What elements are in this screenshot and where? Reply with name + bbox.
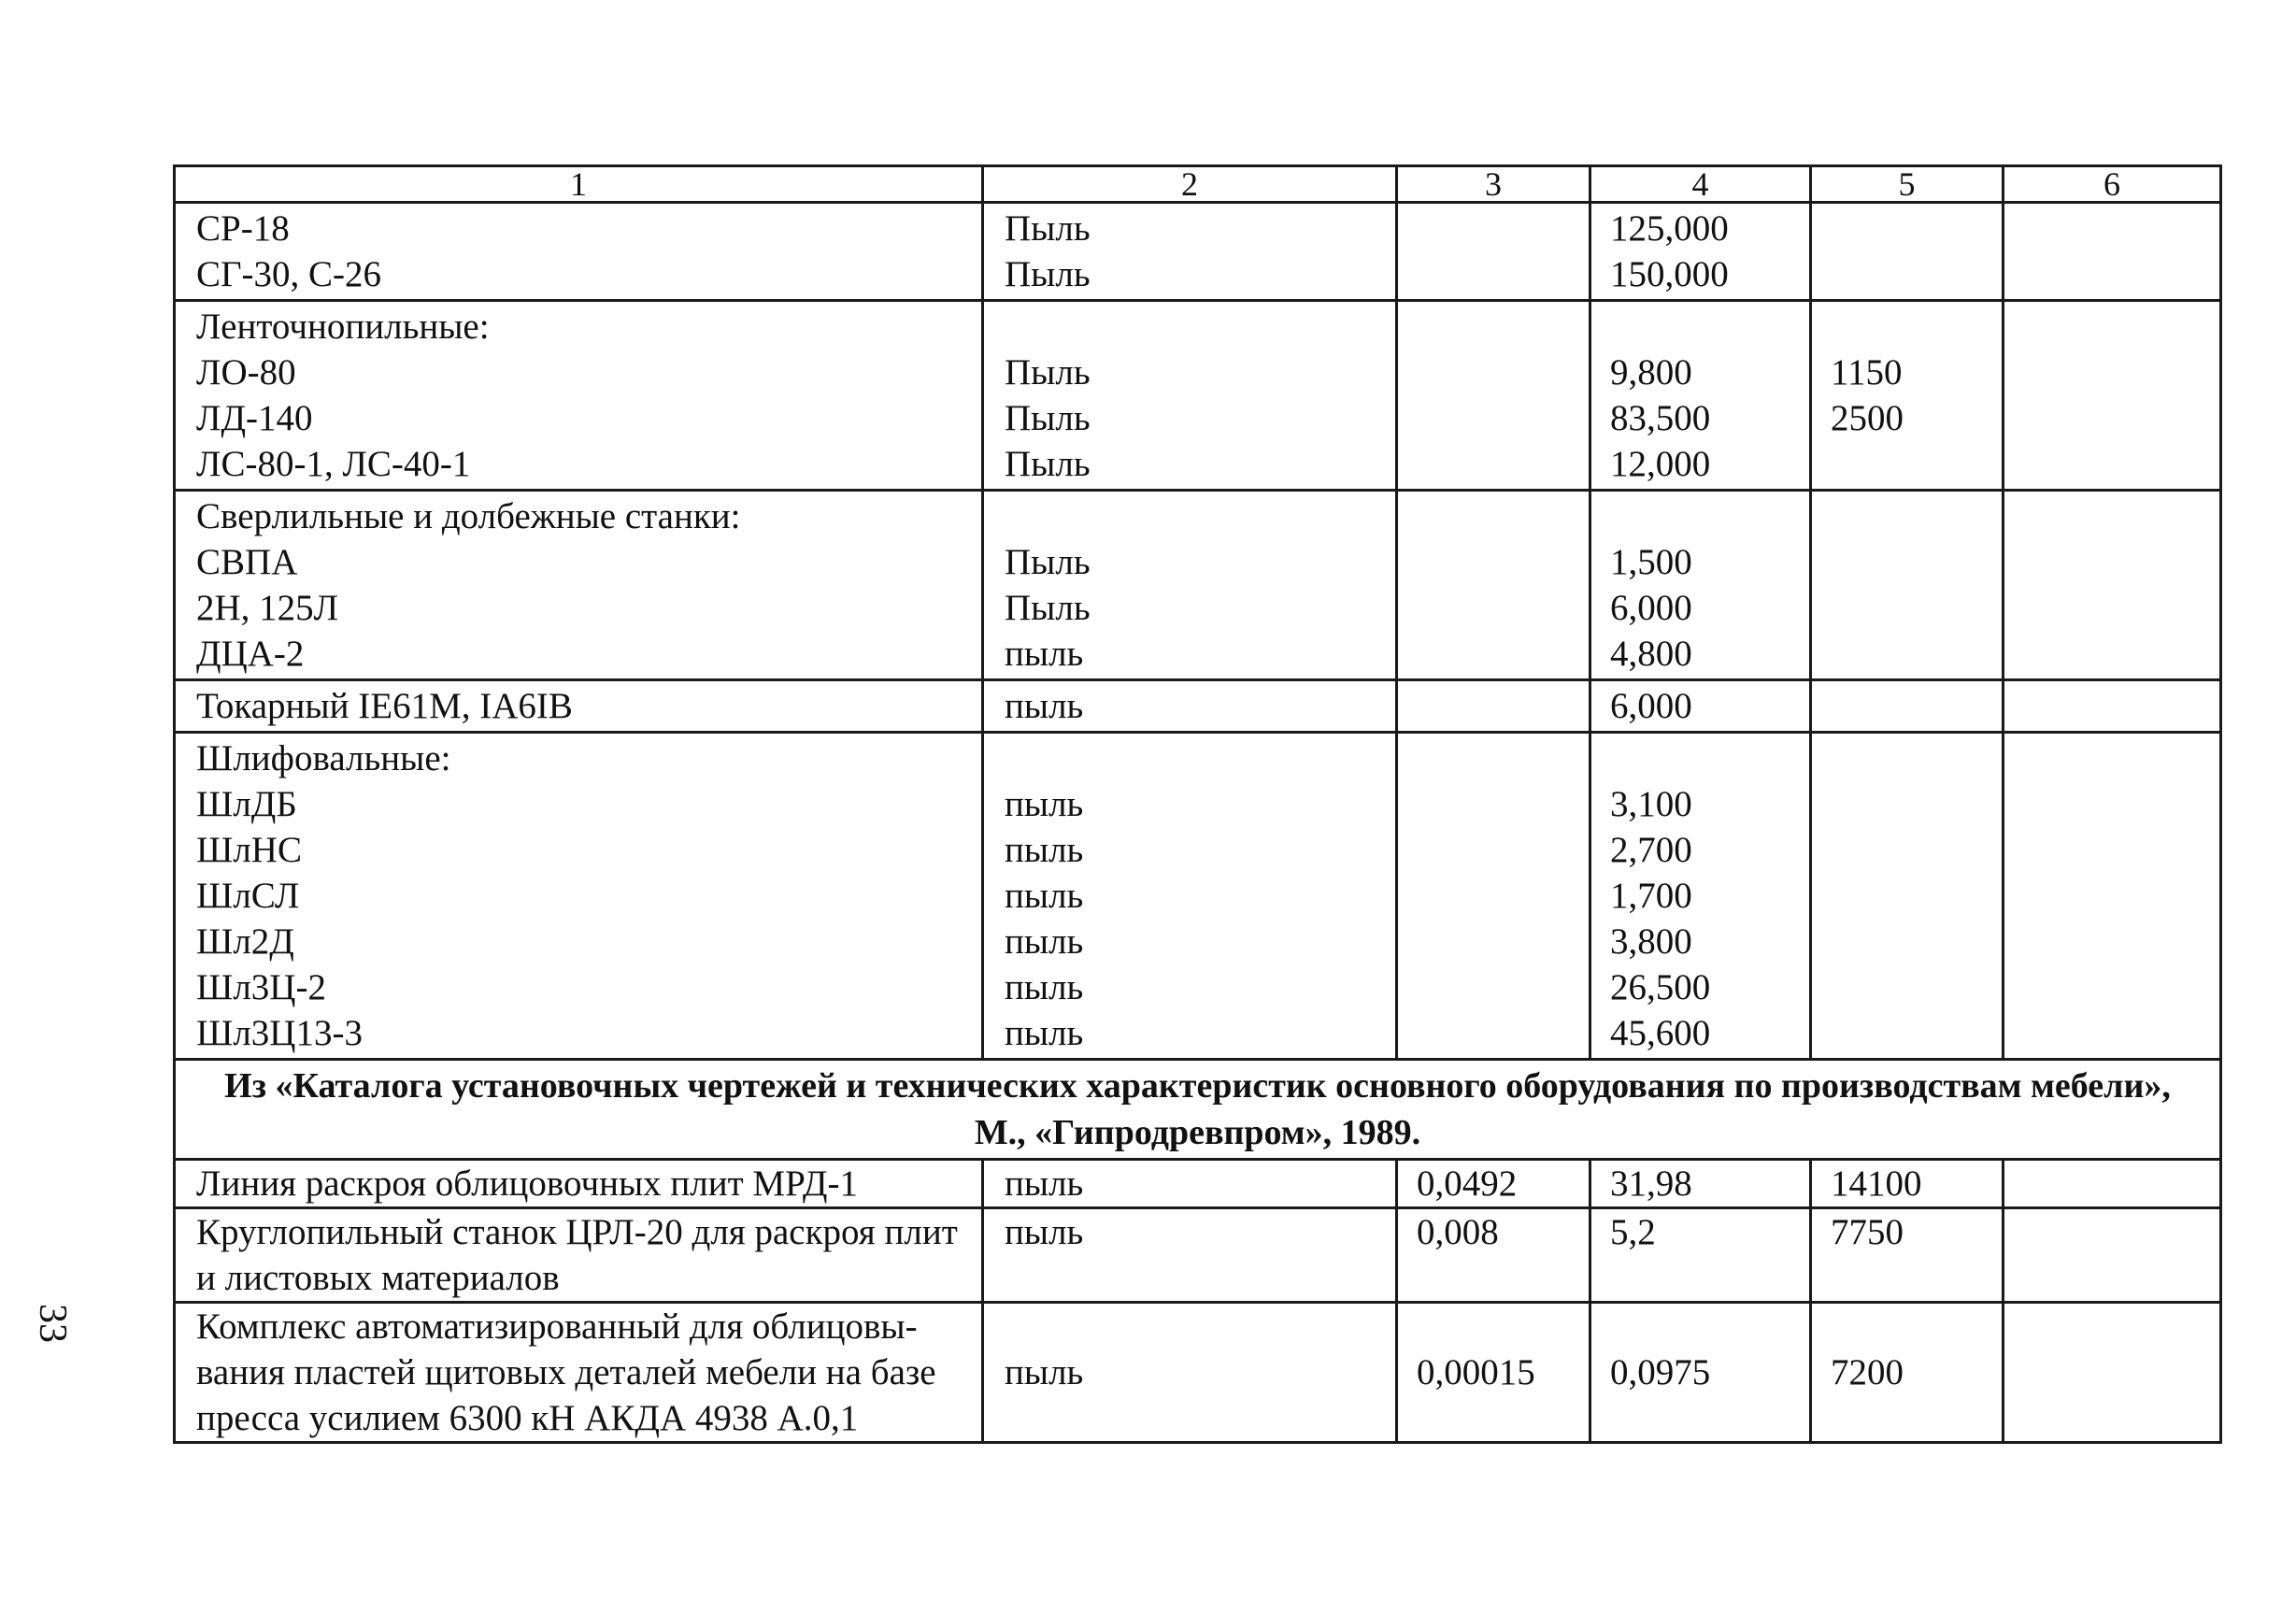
cell-line [2025, 251, 2201, 297]
cell-line: пыль [1005, 921, 1084, 962]
value-cell-4: 0,0975 [1590, 1303, 1811, 1443]
value-cell-4 [1590, 491, 1811, 680]
cell-line [1831, 631, 1983, 677]
cell-line: 2Н, 125Л [196, 588, 339, 628]
value-cell-6 [2004, 1303, 2221, 1443]
cell-line [1417, 441, 1570, 487]
cell-line [2025, 683, 2201, 729]
table-row [175, 1160, 2221, 1208]
cell-line [2025, 395, 2201, 441]
cell-line [1831, 206, 1983, 251]
cell-line [1831, 441, 1983, 487]
cell-line [1831, 964, 1983, 1010]
cell-line: ЛД-140 [196, 398, 313, 438]
cell-line: Ленточнопильные: [196, 307, 490, 347]
value-cell-5 [1811, 203, 2004, 301]
header-cell: 1 [175, 166, 983, 203]
cell-line [2025, 206, 2201, 251]
cell-line: Шл3Ц13-3 [196, 1013, 363, 1053]
substance-cell: пыль [983, 1160, 1397, 1208]
cell-line [1417, 631, 1570, 677]
value-cell-3: 0,0492 [1397, 1160, 1590, 1208]
cell-line: 45,600 [1610, 1013, 1711, 1053]
value-cell-4 [1590, 680, 1811, 733]
substance-cell [983, 733, 1397, 1060]
section-title-row [175, 1060, 2221, 1160]
cell-line: СГ-30, С-26 [196, 254, 382, 294]
cell-line: пыль [1005, 634, 1084, 674]
substance-cell: пыль [983, 1208, 1397, 1303]
substance-cell [983, 301, 1397, 491]
value-cell-6 [2004, 1160, 2221, 1208]
value-cell-3 [1397, 733, 1590, 1060]
equipment-name-cell: Круглопильный станок ЦРЛ-20 для раскроя плит и листовых материалов [175, 1208, 983, 1303]
cell-line [1610, 493, 1790, 539]
header-cell: 3 [1397, 166, 1590, 203]
cell-line [1417, 585, 1570, 631]
table-row [175, 491, 2221, 680]
cell-line [2025, 304, 2201, 350]
cell-line [1417, 206, 1570, 251]
cell-line: 2500 [1831, 398, 1904, 438]
cell-line [1831, 493, 1983, 539]
cell-line [2025, 350, 2201, 395]
equipment-name-cell [175, 733, 983, 1060]
cell-line [1831, 683, 1983, 729]
table-row [175, 301, 2221, 491]
cell-line: Пыль [1005, 542, 1091, 582]
value-cell-6 [2004, 203, 2221, 301]
cell-line: Шлифовальные: [196, 738, 451, 778]
value-cell-3 [1397, 680, 1590, 733]
table-row [175, 1303, 2221, 1443]
cell-line [1005, 304, 1376, 350]
cell-line [1417, 304, 1570, 350]
equipment-name-cell [175, 301, 983, 491]
substance-cell [983, 680, 1397, 733]
cell-line [1417, 827, 1570, 873]
cell-line [1005, 735, 1376, 781]
value-cell-5 [1811, 301, 2004, 491]
cell-line [1417, 964, 1570, 1010]
cell-line [2025, 964, 2201, 1010]
value-cell-4: 31,98 [1590, 1160, 1811, 1208]
cell-line [2025, 735, 2201, 781]
equipment-name-cell: Комплекс автоматизированный для облицовы-вания пластей щитовых деталей мебели на базе пресса усилием 6300 кН АКДА 4938 А.0,1 [175, 1303, 983, 1443]
value-cell-4: 5,2 [1590, 1208, 1811, 1303]
cell-line [2025, 539, 2201, 585]
page-number: 33 [31, 1304, 74, 1343]
header-cell: 6 [2004, 166, 2221, 203]
cell-line: ЛО-80 [196, 352, 296, 393]
cell-line: 12,000 [1610, 444, 1711, 484]
substance-cell: пыль [983, 1303, 1397, 1443]
cell-line [2025, 919, 2201, 964]
cell-line [1831, 827, 1983, 873]
value-cell-3 [1397, 491, 1590, 680]
cell-line [2025, 781, 2201, 827]
header-cell: 2 [983, 166, 1397, 203]
cell-line [1417, 683, 1570, 729]
cell-line: ЛС-80-1, ЛС-40-1 [196, 444, 471, 484]
table-row [175, 203, 2221, 301]
value-cell-3 [1397, 301, 1590, 491]
cell-line: 2,700 [1610, 830, 1692, 870]
cell-line [1610, 304, 1790, 350]
cell-line [1831, 251, 1983, 297]
cell-line [2025, 827, 2201, 873]
value-cell-5: 14100 [1811, 1160, 2004, 1208]
cell-line: ДЦА-2 [196, 634, 305, 674]
equipment-name-cell: Линия раскроя облицовочных плит МРД-1 [175, 1160, 983, 1208]
cell-line [2025, 585, 2201, 631]
equipment-name-cell [175, 680, 983, 733]
cell-line [2025, 441, 2201, 487]
cell-line [1005, 493, 1376, 539]
equipment-name-cell [175, 491, 983, 680]
table-header-row [175, 166, 2221, 203]
substance-cell [983, 203, 1397, 301]
cell-line: 26,500 [1610, 967, 1711, 1007]
cell-line [1417, 251, 1570, 297]
section-title: Из «Каталога установочных чертежей и технических характеристик основного оборудования по производствам мебели», М., «Гипродревпром», 1989. [175, 1060, 2221, 1160]
cell-line: Пыль [1005, 254, 1091, 294]
cell-line [1417, 735, 1570, 781]
value-cell-5 [1811, 491, 2004, 680]
cell-line [1417, 873, 1570, 919]
cell-line: пыль [1005, 686, 1084, 726]
cell-line [1831, 919, 1983, 964]
cell-line: СВПА [196, 542, 298, 582]
cell-line [1417, 781, 1570, 827]
table-row [175, 1208, 2221, 1303]
cell-line: пыль [1005, 967, 1084, 1007]
substance-cell [983, 491, 1397, 680]
cell-line: Токарный IЕ61М, IА6IВ [196, 686, 573, 726]
cell-line [1831, 585, 1983, 631]
value-cell-5: 7200 [1811, 1303, 2004, 1443]
cell-line: 3,800 [1610, 921, 1692, 962]
cell-line [1831, 781, 1983, 827]
cell-line: Пыль [1005, 588, 1091, 628]
value-cell-6 [2004, 1208, 2221, 1303]
cell-line: пыль [1005, 830, 1084, 870]
equipment-name-cell [175, 203, 983, 301]
cell-line: Пыль [1005, 398, 1091, 438]
header-cell: 4 [1590, 166, 1811, 203]
cell-line [2025, 631, 2201, 677]
value-cell-6 [2004, 491, 2221, 680]
value-cell-5 [1811, 733, 2004, 1060]
cell-line [1417, 539, 1570, 585]
cell-line [2025, 1010, 2201, 1056]
cell-line: Пыль [1005, 352, 1091, 393]
cell-line: 125,000 [1610, 208, 1729, 249]
cell-line: пыль [1005, 876, 1084, 916]
cell-line [1417, 395, 1570, 441]
cell-line: 3,100 [1610, 784, 1692, 824]
cell-line [1417, 493, 1570, 539]
cell-line: Пыль [1005, 208, 1091, 249]
cell-line: 9,800 [1610, 352, 1692, 393]
cell-line [2025, 493, 2201, 539]
value-cell-3 [1397, 203, 1590, 301]
cell-line: 6,000 [1610, 588, 1692, 628]
cell-line: ШлНС [196, 830, 302, 870]
value-cell-4 [1590, 203, 1811, 301]
cell-line: СР-18 [196, 208, 290, 249]
value-cell-4 [1590, 301, 1811, 491]
value-cell-3: 0,008 [1397, 1208, 1590, 1303]
cell-line [1831, 304, 1983, 350]
cell-line: 150,000 [1610, 254, 1729, 294]
cell-line: 6,000 [1610, 686, 1692, 726]
cell-line: ШлСЛ [196, 876, 300, 916]
header-cell: 5 [1811, 166, 2004, 203]
cell-line [1831, 735, 1983, 781]
cell-line: Шл3Ц-2 [196, 967, 326, 1007]
value-cell-6 [2004, 680, 2221, 733]
value-cell-5 [1811, 680, 2004, 733]
cell-line [1417, 350, 1570, 395]
cell-line: пыль [1005, 1013, 1084, 1053]
cell-line [1417, 919, 1570, 964]
cell-line [1831, 539, 1983, 585]
cell-line: 83,500 [1610, 398, 1711, 438]
value-cell-3: 0,00015 [1397, 1303, 1590, 1443]
cell-line: ШлДБ [196, 784, 297, 824]
cell-line: 1,500 [1610, 542, 1692, 582]
cell-line: Шл2Д [196, 921, 294, 962]
cell-line [1831, 1010, 1983, 1056]
value-cell-4 [1590, 733, 1811, 1060]
value-cell-6 [2004, 301, 2221, 491]
cell-line: 1150 [1831, 352, 1903, 393]
cell-line [1831, 873, 1983, 919]
table-row [175, 680, 2221, 733]
value-cell-5: 7750 [1811, 1208, 2004, 1303]
cell-line [1417, 1010, 1570, 1056]
cell-line: Сверлильные и долбежные станки: [196, 496, 741, 536]
cell-line [1610, 735, 1790, 781]
cell-line: 4,800 [1610, 634, 1692, 674]
cell-line: 1,700 [1610, 876, 1692, 916]
equipment-table [173, 164, 2222, 1444]
cell-line: пыль [1005, 784, 1084, 824]
value-cell-6 [2004, 733, 2221, 1060]
table-row [175, 733, 2221, 1060]
cell-line [2025, 873, 2201, 919]
cell-line: Пыль [1005, 444, 1091, 484]
